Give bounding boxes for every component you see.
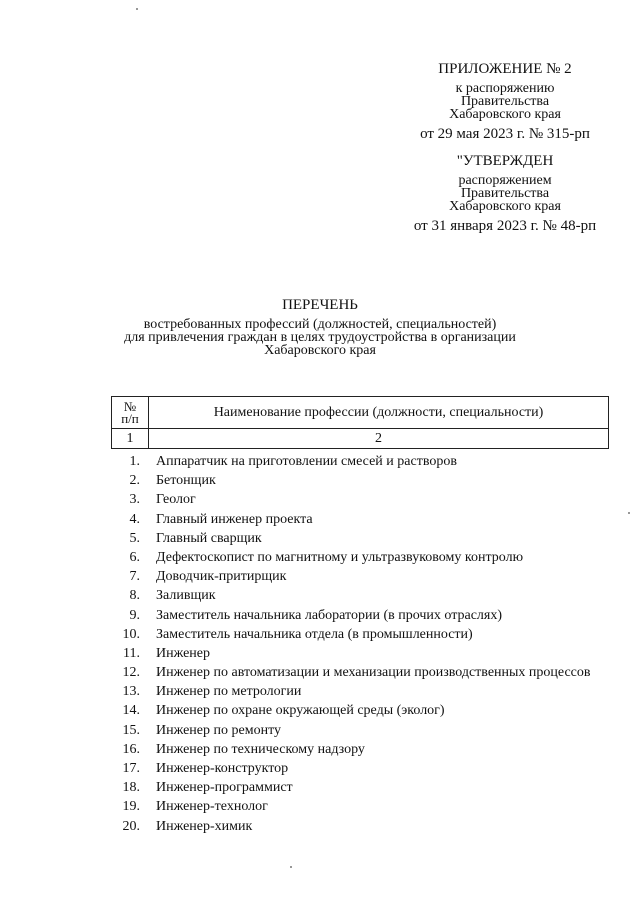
profession-name: Заливщик — [156, 588, 216, 604]
profession-number: 1. — [129, 454, 140, 469]
profession-item — [112, 510, 591, 529]
professions-table-header — [111, 396, 609, 449]
column-number-header — [112, 397, 149, 429]
column-number-symbol: № — [123, 398, 137, 414]
profession-number: 13. — [122, 684, 140, 700]
profession-item — [112, 721, 591, 740]
appendix-title: ПРИЛОЖЕНИЕ № 2 — [438, 61, 572, 77]
profession-number: 11. — [123, 645, 140, 661]
profession-number: 9. — [129, 607, 140, 623]
profession-name: Инженер-химик — [156, 818, 253, 834]
approved-date: от 31 января 2023 г. № 48-рп — [413, 218, 597, 234]
profession-number: 2. — [129, 473, 140, 489]
column-name-index: 2 — [149, 429, 609, 449]
scan-speck — [290, 866, 292, 868]
scan-speck — [628, 512, 630, 514]
approved-title: "УТВЕРЖДЕН — [456, 153, 554, 169]
profession-name: Инженер по охране окружающей среды (эколог) — [156, 703, 445, 719]
profession-item — [112, 682, 591, 701]
profession-number: 3. — [129, 492, 140, 508]
appendix-line-2: Правительства — [460, 94, 550, 109]
document-title-block — [0, 296, 640, 357]
profession-number: 14. — [122, 703, 140, 719]
profession-item — [112, 471, 591, 490]
profession-name: Заместитель начальника отдела (в промышленности) — [156, 626, 473, 642]
profession-item — [112, 529, 591, 548]
profession-name: Инженер по автоматизации и механизации производственных процессов — [156, 665, 591, 681]
column-number-index: 1 — [112, 429, 149, 449]
profession-name: Инженер по техническому надзору — [156, 741, 365, 757]
profession-name: Аппаратчик на приготовлении смесей и растворов — [156, 454, 457, 469]
profession-name: Инженер-технолог — [156, 799, 268, 815]
profession-number: 7. — [129, 569, 140, 585]
approved-header — [400, 152, 610, 235]
profession-item — [112, 663, 591, 682]
profession-item — [112, 778, 591, 797]
profession-name: Дефектоскопист по магнитному и ультразвуковому контролю — [156, 549, 524, 565]
profession-number: 20. — [122, 818, 140, 834]
profession-item — [112, 701, 591, 720]
profession-number: 12. — [122, 665, 140, 681]
column-number-abbr: п/п — [121, 410, 139, 426]
profession-number: 16. — [122, 741, 140, 757]
profession-number: 8. — [129, 588, 140, 604]
profession-name: Заместитель начальника лаборатории (в прочих отраслях) — [156, 607, 503, 623]
profession-item — [112, 759, 591, 778]
document-subtitle-1: востребованных профессий (должностей, специальностей) — [143, 317, 497, 332]
professions-list — [112, 452, 591, 836]
appendix-header — [400, 60, 610, 143]
profession-name: Инженер — [156, 645, 211, 661]
profession-name: Главный инженер проекта — [156, 511, 313, 527]
profession-item — [112, 548, 591, 567]
profession-item — [112, 586, 591, 605]
profession-number: 15. — [122, 722, 140, 738]
profession-name: Главный сварщик — [156, 530, 262, 546]
profession-number: 4. — [129, 511, 140, 527]
profession-name: Доводчик-притирщик — [156, 569, 287, 585]
profession-name: Инженер по ремонту — [156, 722, 282, 738]
scan-speck — [136, 8, 138, 10]
profession-item — [112, 644, 591, 663]
column-name-header: Наименование профессии (должности, специальности) — [149, 397, 609, 429]
approved-line-2: Правительства — [460, 186, 550, 201]
profession-name: Инженер-конструктор — [156, 761, 289, 776]
profession-name: Геолог — [156, 492, 196, 508]
profession-number: 17. — [122, 761, 140, 776]
profession-item — [112, 797, 591, 816]
profession-number: 19. — [122, 799, 140, 815]
appendix-date: от 29 мая 2023 г. № 315-рп — [420, 126, 590, 142]
profession-item — [112, 567, 591, 586]
appendix-line-1: к распоряжению — [455, 81, 555, 96]
profession-number: 18. — [122, 780, 140, 796]
document-subtitle-3: Хабаровского края — [264, 343, 376, 358]
profession-item — [112, 625, 591, 644]
profession-item — [112, 490, 591, 509]
document-subtitle-2: для привлечения граждан в целях трудоустройства в организации — [124, 330, 516, 345]
profession-name: Инженер-программист — [156, 780, 293, 796]
profession-item — [112, 740, 591, 759]
approved-line-3: Хабаровского края — [449, 199, 561, 214]
profession-number: 6. — [129, 549, 140, 565]
profession-name: Бетонщик — [156, 473, 216, 489]
approved-line-1: распоряжением — [458, 173, 552, 188]
appendix-line-3: Хабаровского края — [449, 107, 561, 122]
document-title: ПЕРЕЧЕНЬ — [282, 297, 358, 313]
profession-item — [112, 817, 591, 836]
profession-item — [112, 452, 591, 471]
profession-item — [112, 606, 591, 625]
profession-number: 5. — [129, 530, 140, 546]
profession-number: 10. — [122, 626, 140, 642]
profession-name: Инженер по метрологии — [156, 684, 302, 700]
